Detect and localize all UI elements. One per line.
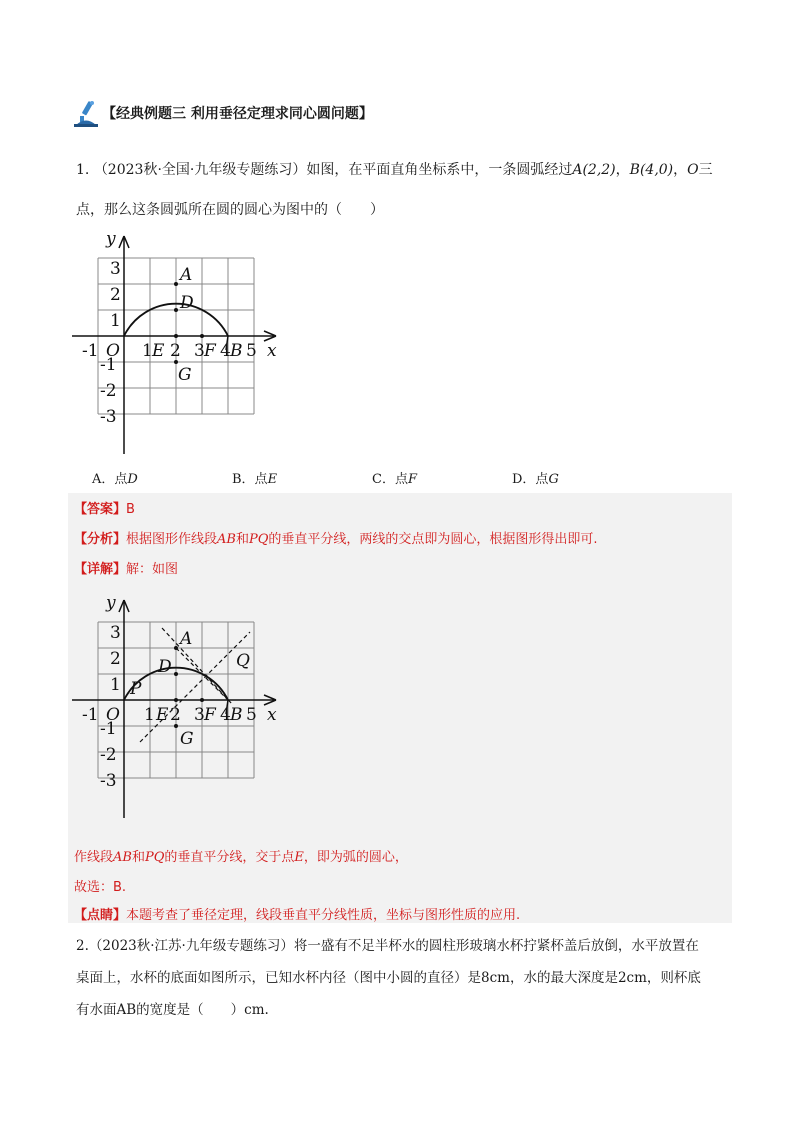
label-f: F — [204, 705, 216, 725]
question-number: 1. — [76, 162, 90, 178]
x-tick: 4 — [220, 341, 231, 361]
choice-c[interactable]: C．点F — [372, 472, 417, 487]
label-b: B — [230, 341, 243, 361]
point-f — [200, 698, 204, 702]
section-title-text: 【经典例题三 利用垂径定理求同心圆问题】 — [102, 106, 373, 122]
point-d — [174, 672, 178, 676]
y-tick: -3 — [100, 771, 117, 791]
x-tick: 2 — [170, 341, 181, 361]
y-tick: 3 — [110, 623, 121, 643]
y-label: y — [106, 593, 116, 613]
y-tick: -1 — [100, 719, 117, 739]
bisector-pq — [162, 628, 232, 704]
x-tick: 2 — [170, 705, 181, 725]
conclusion-line: 作线段AB和PQ的垂直平分线，交于点E，即为弧的圆心， — [74, 850, 408, 865]
x-tick: -1 — [82, 341, 99, 361]
question-text: 如图，在平面直角坐标系中，一条圆弧经过 — [306, 162, 573, 178]
y-tick: 2 — [110, 285, 121, 305]
label-q: Q — [236, 651, 250, 671]
question-source: （2023秋·全国·九年级专题练习） — [93, 162, 307, 178]
label-g: G — [178, 365, 192, 385]
choice-b[interactable]: B．点E — [232, 472, 278, 487]
x-tick: 5 — [246, 341, 257, 361]
comment-line: 【点睛】本题考查了垂径定理，线段垂直平分线性质，坐标与图形性质的应用. — [74, 908, 521, 923]
point-f — [200, 334, 204, 338]
x-tick: 1 — [142, 341, 153, 361]
label-a: A — [180, 265, 193, 285]
point-o: O — [687, 162, 699, 178]
x-label: x — [267, 705, 277, 725]
analysis-line: 【分析】根据图形作线段AB和PQ的垂直平分线，两线的交点即为圆心，根据图形得出即可. — [74, 532, 598, 547]
label-a: A — [180, 629, 193, 649]
label-f: F — [204, 341, 216, 361]
question-2-line-2: 桌面上，水杯的底面如图所示，已知水杯内径（图中小圆的直径）是8cm，水的最大深度是2cm，则杯底 — [76, 970, 701, 986]
x-tick: 3 — [194, 705, 205, 725]
x-tick: 1 — [144, 705, 155, 725]
y-tick: 3 — [110, 259, 121, 279]
y-tick: -1 — [100, 355, 117, 375]
figure-2 — [60, 592, 300, 824]
point-d — [174, 308, 178, 312]
choose-line: 故选：B. — [74, 880, 127, 895]
origin-label: O — [106, 705, 120, 725]
choices — [92, 468, 732, 487]
x-tick: 3 — [194, 341, 205, 361]
label-d: D — [180, 293, 194, 313]
origin-label: O — [106, 341, 120, 361]
label-g: G — [180, 729, 194, 749]
label-e: E — [156, 705, 169, 725]
label-e: E — [152, 341, 165, 361]
x-tick: -1 — [82, 705, 99, 725]
x-tick: 5 — [246, 705, 257, 725]
label-p: P — [130, 679, 142, 699]
point-a-coords: A(2,2) — [572, 162, 616, 178]
label-d: D — [158, 657, 172, 677]
y-tick: 1 — [110, 311, 121, 331]
choice-a[interactable]: A．点D — [92, 472, 138, 487]
point-a — [174, 282, 178, 286]
question-1-line-2: 点，那么这条圆弧所在圆的圆心为图中的（ ） — [76, 202, 384, 218]
question-2-line-3: 有水面AB的宽度是（ ）cm. — [76, 1002, 269, 1018]
y-tick: -2 — [100, 381, 117, 401]
y-tick: 1 — [110, 675, 121, 695]
point-b-coords: B(4,0) — [629, 162, 674, 178]
figure-1 — [60, 228, 300, 460]
point-a — [174, 646, 178, 650]
point-e — [174, 334, 178, 338]
label-b: B — [230, 705, 243, 725]
detail-line: 【详解】解：如图 — [74, 562, 179, 577]
choice-d[interactable]: D．点G — [512, 472, 559, 487]
y-tick: -3 — [100, 407, 117, 427]
y-tick: -2 — [100, 745, 117, 765]
x-label: x — [267, 341, 277, 361]
y-label: y — [106, 229, 116, 249]
point-e — [174, 698, 178, 702]
y-tick: 2 — [110, 649, 121, 669]
question-1-line-1: 1. （2023秋·全国·九年级专题练习）如图，在平面直角坐标系中，一条圆弧经过A(2,2)，B(4,0)，O三 — [76, 162, 713, 178]
answer-line: 【答案】B — [74, 502, 135, 517]
microscope-icon — [72, 98, 100, 128]
question-2-line-1: 2.（2023秋·江苏·九年级专题练习）将一盛有不足半杯水的圆柱形玻璃水杯拧紧杯盖后放倒，水平放置在 — [76, 938, 699, 954]
x-tick: 4 — [220, 705, 231, 725]
section-title — [72, 98, 373, 128]
